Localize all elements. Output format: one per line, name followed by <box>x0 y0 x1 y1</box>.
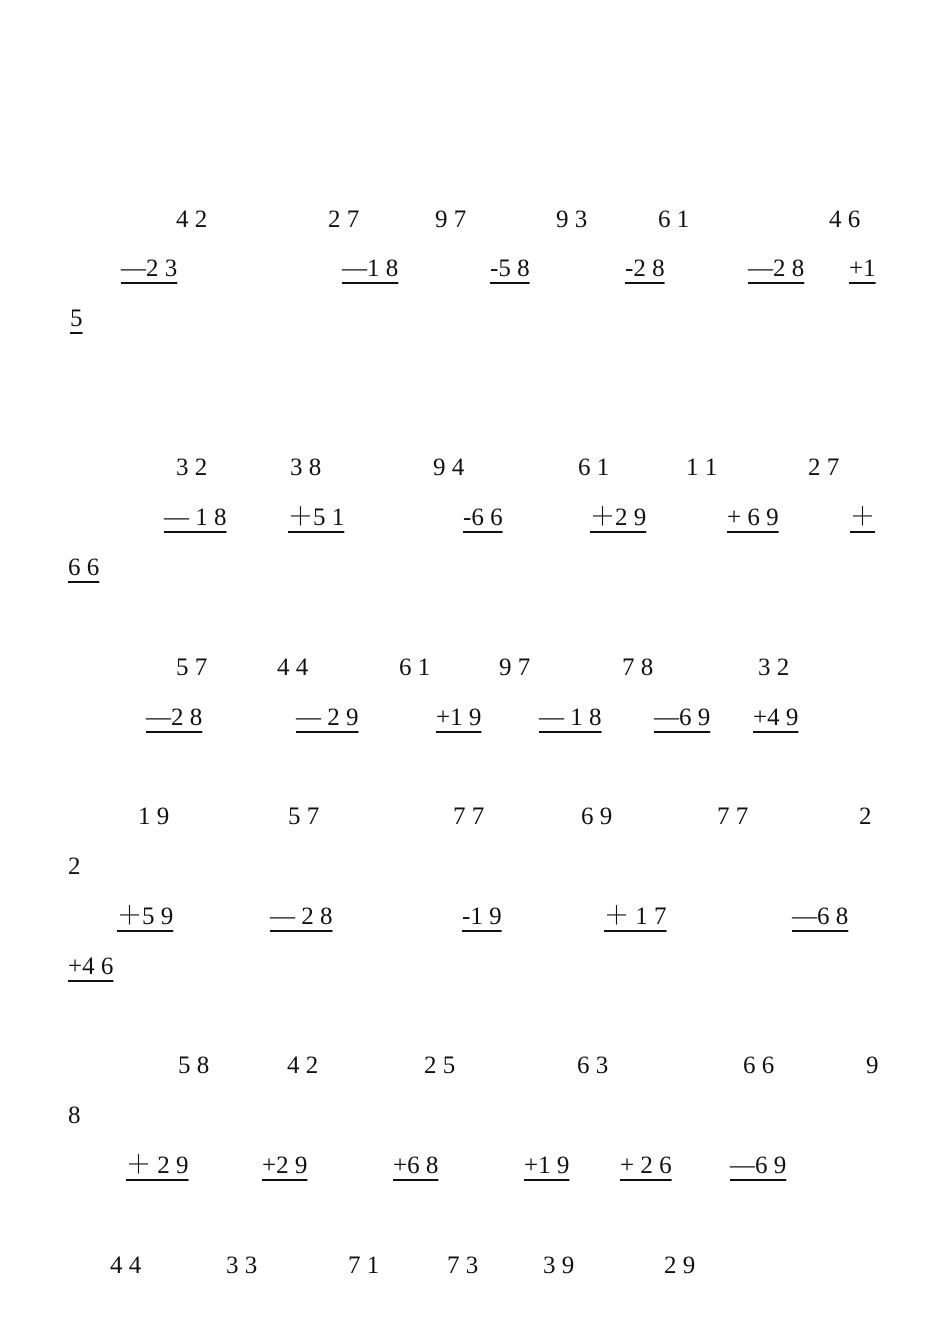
problem-operand: —6 9 <box>654 704 711 731</box>
problem-top-number: 4 6 <box>829 206 861 233</box>
problem-operand: +4 9 <box>753 704 799 731</box>
problem-top-number: 5 7 <box>288 803 320 830</box>
problem-operand: +1 9 <box>524 1152 570 1179</box>
problem-top-number: 2 5 <box>424 1052 456 1079</box>
problem-operand: -5 8 <box>490 255 530 282</box>
problem-top-number: 1 1 <box>686 454 718 481</box>
problem-top-number: 6 1 <box>399 654 431 681</box>
problem-top-number: 7 7 <box>717 803 749 830</box>
problem-top-number: 7 8 <box>622 654 654 681</box>
problem-top-number: 3 8 <box>290 454 322 481</box>
problem-operand: +1 9 <box>436 704 482 731</box>
problem-operand: ＋5 9 <box>117 903 174 930</box>
problem-operand: + 6 9 <box>727 504 779 531</box>
problem-top-number: 3 2 <box>758 654 790 681</box>
problem-operand: -6 6 <box>463 504 503 531</box>
problem-top-number: 2 7 <box>328 206 360 233</box>
problem-top-number: 6 1 <box>658 206 690 233</box>
problem-top-number: 6 6 <box>743 1052 775 1079</box>
problem-top-number: 1 9 <box>138 803 170 830</box>
problem-top-number: 6 9 <box>581 803 613 830</box>
problem-operand: —2 8 <box>748 255 805 282</box>
problem-operand: ＋2 9 <box>590 504 647 531</box>
problem-operand-wrap: 5 <box>70 305 83 332</box>
problem-top-number: 9 <box>866 1052 879 1079</box>
problem-operand: —6 9 <box>730 1152 787 1179</box>
problem-operand: -1 9 <box>462 903 502 930</box>
problem-top-number: 5 8 <box>178 1052 210 1079</box>
problem-operand: — 1 8 <box>164 504 227 531</box>
problem-operand-wrap: 6 6 <box>68 554 100 581</box>
problem-operand: ＋ <box>850 504 876 531</box>
problem-top-number: 6 1 <box>578 454 610 481</box>
problem-operand: —1 8 <box>342 255 399 282</box>
problem-operand: ＋ 1 7 <box>604 903 667 930</box>
problem-top-number: 9 7 <box>499 654 531 681</box>
problem-operand: ＋5 1 <box>288 504 345 531</box>
problem-top-number: 4 4 <box>277 654 309 681</box>
problem-operand: + 2 6 <box>620 1152 672 1179</box>
problem-operand: ＋ 2 9 <box>126 1152 189 1179</box>
problem-top-number: 5 7 <box>176 654 208 681</box>
problem-operand: +1 <box>849 255 876 282</box>
problem-top-number: 7 3 <box>447 1252 479 1279</box>
problem-top-number: 7 7 <box>453 803 485 830</box>
problem-top-number: 3 9 <box>543 1252 575 1279</box>
problem-operand: +2 9 <box>262 1152 308 1179</box>
problem-top-number: 3 2 <box>176 454 208 481</box>
problem-top-number: 2 7 <box>808 454 840 481</box>
problem-top-number: 2 9 <box>664 1252 696 1279</box>
problem-top-number: 9 4 <box>433 454 465 481</box>
problem-top-number: 2 <box>859 803 872 830</box>
problem-operand: — 2 8 <box>270 903 333 930</box>
problem-operand: —2 3 <box>121 255 178 282</box>
problem-top-number: 9 7 <box>435 206 467 233</box>
problem-top-number: 6 3 <box>577 1052 609 1079</box>
problem-top-number: 3 3 <box>226 1252 258 1279</box>
problem-top-number: 9 3 <box>556 206 588 233</box>
problem-operand: — 2 9 <box>296 704 359 731</box>
problem-operand: —6 8 <box>792 903 849 930</box>
problem-top-number-wrap: 2 <box>68 853 81 880</box>
problem-top-number: 7 1 <box>348 1252 380 1279</box>
problem-operand: —2 8 <box>146 704 203 731</box>
problem-operand: — 1 8 <box>539 704 602 731</box>
problem-top-number: 4 2 <box>176 206 208 233</box>
problem-top-number: 4 2 <box>287 1052 319 1079</box>
problem-operand: +6 8 <box>393 1152 439 1179</box>
problem-operand: -2 8 <box>625 255 665 282</box>
problem-operand-wrap: +4 6 <box>68 953 114 980</box>
problem-top-number: 4 4 <box>110 1252 142 1279</box>
problem-top-number-wrap: 8 <box>68 1102 81 1129</box>
